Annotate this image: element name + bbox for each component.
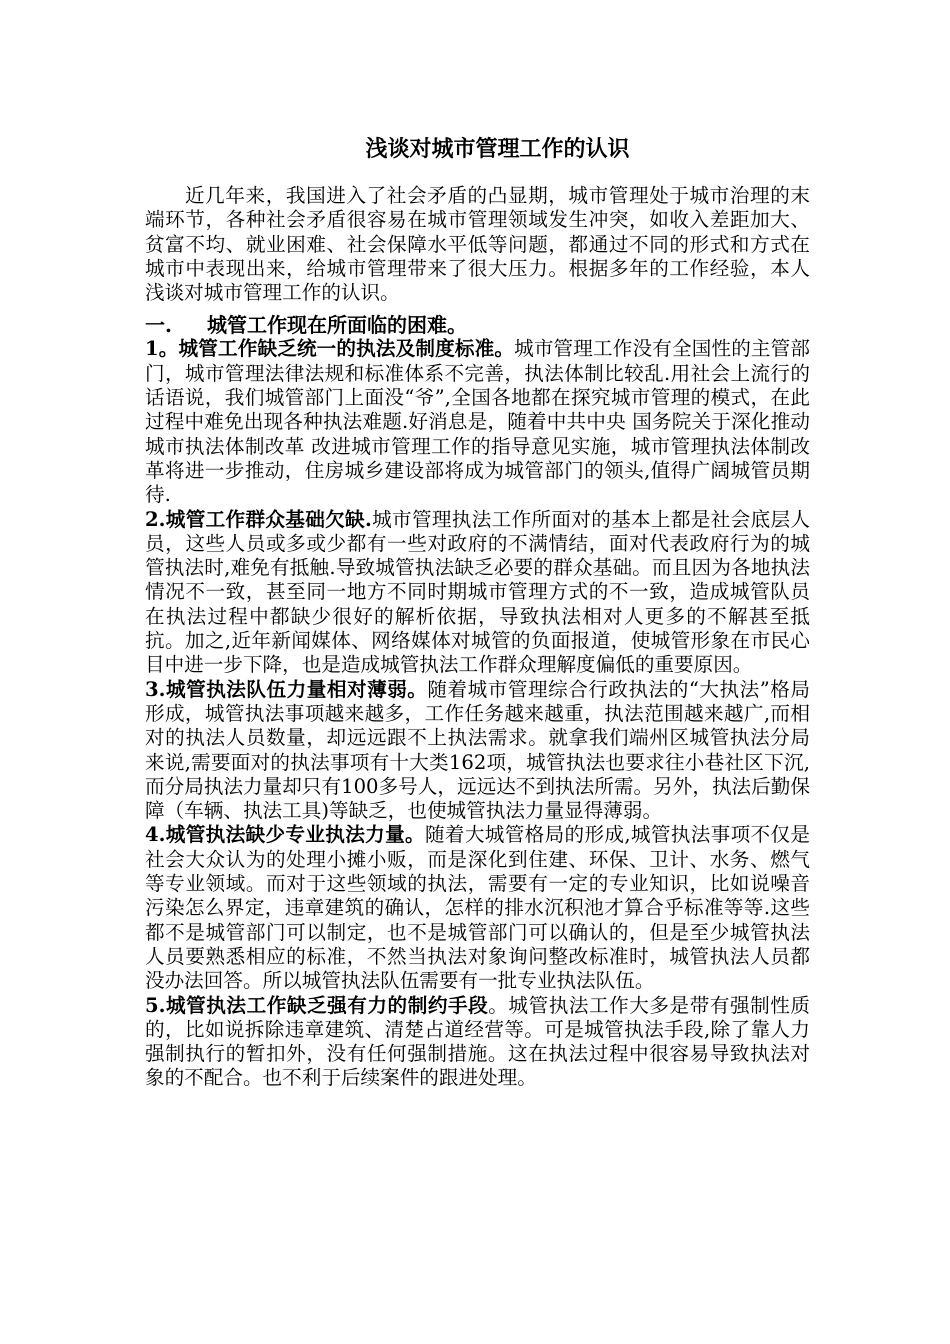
item-heading-2: 2.城管工作群众基础欠缺. bbox=[145, 507, 372, 531]
item-body-5: 。城管执法工作大多是带有强制性质的，比如说拆除违章建筑、清楚占道经营等。可是城管执法手段,除了靠人力强制执行的暂扣外，没有任何强制措施。这在执法过程中很容易导致执法对象的不配合。也不利于后续案件的跟进处理。 bbox=[145, 993, 810, 1090]
item-body-1: 城市管理工作没有全国性的主管部门，城市管理法律法规和标准体系不完善，执法体制比较乱.用社会上流行的话语说，我们城管部门上面没“爷”,全国各地都在探究城市管理的模式，在此过程中难免出现各种执法难题.好消息是，随着中共中央 国务院关于深化推动城市执法体制改革 改进城市管理工作的指导意见实施，城市管理执法体制改革将进一步推动，住房城乡建设部将成为城管部门的领头,值得广阔城管员期待. bbox=[145, 337, 811, 507]
item-paragraph-1 bbox=[145, 337, 810, 507]
item-body-3: 随着城市管理综合行政执法的“大执法”格局形成，城管执法事项越来越多，工作任务越来越重，执法范围越来越广,而相对的执法人员数量，却远远跟不上执法需求。就拿我们端州区城管执法分局来说,需要面对的执法事项有十大类162项，城管执法也要求往小巷社区下沉,而分局执法力量却只有100多号人，远远达不到执法所需。另外，执法后勤保障（车辆、执法工具)等缺乏，也使城管执法力量显得薄弱。 bbox=[145, 677, 810, 823]
item-body-2: 城市管理执法工作所面对的基本上都是社会底层人员，这些人员或多或少都有一些对政府的不满情结，面对代表政府行为的城管执法时,难免有抵触.导致城管执法缺乏必要的群众基础。而且因为各地执法情况不一致，甚至同一地方不同时期城市管理方式的不一致，造成城管队员在执法过程中都缺少很好的解析依据，导致执法相对人更多的不解甚至抵抗。加之,近年新闻媒体、网络媒体对城管的负面报道，使城管形象在市民心目中进一步下降，也是造成城管执法工作群众理解度偏低的重要原因。 bbox=[145, 507, 811, 677]
document-title: 浅谈对城市管理工作的认识 bbox=[365, 136, 630, 162]
section-number: 一. bbox=[145, 313, 172, 338]
section-heading-text: 城管工作现在所面临的困难。 bbox=[207, 313, 467, 338]
item-body-4: 随着大城管格局的形成,城管执法事项不仅是社会大众认为的处理小摊小贩，而是深化到住建、环保、卫计、水务、燃气等专业领域。而对于这些领域的执法，需要有一定的专业知识，比如说噪音污染怎么界定，违章建筑的确认，怎样的排水沉积池才算合乎标准等等.这些都不是城管部门可以制定，也不是城管部门可以确认的，但是至少城管执法人员要熟悉相应的标准，不然当执法对象询问整改标准时，城管执法人员都没办法回答。所以城管执法队伍需要有一批专业执法队伍。 bbox=[145, 823, 810, 993]
item-heading-5: 5.城管执法工作缺乏强有力的制约手段 bbox=[145, 993, 489, 1017]
item-paragraph-2 bbox=[145, 508, 810, 678]
item-paragraph-3 bbox=[145, 678, 810, 824]
document-page bbox=[145, 132, 810, 1091]
item-heading-1: 1。城管工作缺乏统一的执法及制度标准。 bbox=[145, 337, 515, 361]
item-paragraph-4 bbox=[145, 823, 810, 993]
section-heading bbox=[145, 313, 810, 337]
item-paragraph-5 bbox=[145, 994, 810, 1091]
item-heading-4: 4.城管执法缺少专业执法力量。 bbox=[145, 823, 425, 847]
intro-paragraph: 近几年来，我国进入了社会矛盾的凸显期，城市管理处于城市治理的末端环节，各种社会矛盾很容易在城市管理领域发生冲突，如收入差距加大、贫富不均、就业困难、社会保障水平低等问题，都通过不同的形式和方式在城市中表现出来，给城市管理带来了很大压力。根据多年的工作经验，本人浅谈对城市管理工作的认识。 bbox=[145, 184, 810, 305]
item-heading-3: 3.城管执法队伍力量相对薄弱。 bbox=[145, 677, 428, 701]
